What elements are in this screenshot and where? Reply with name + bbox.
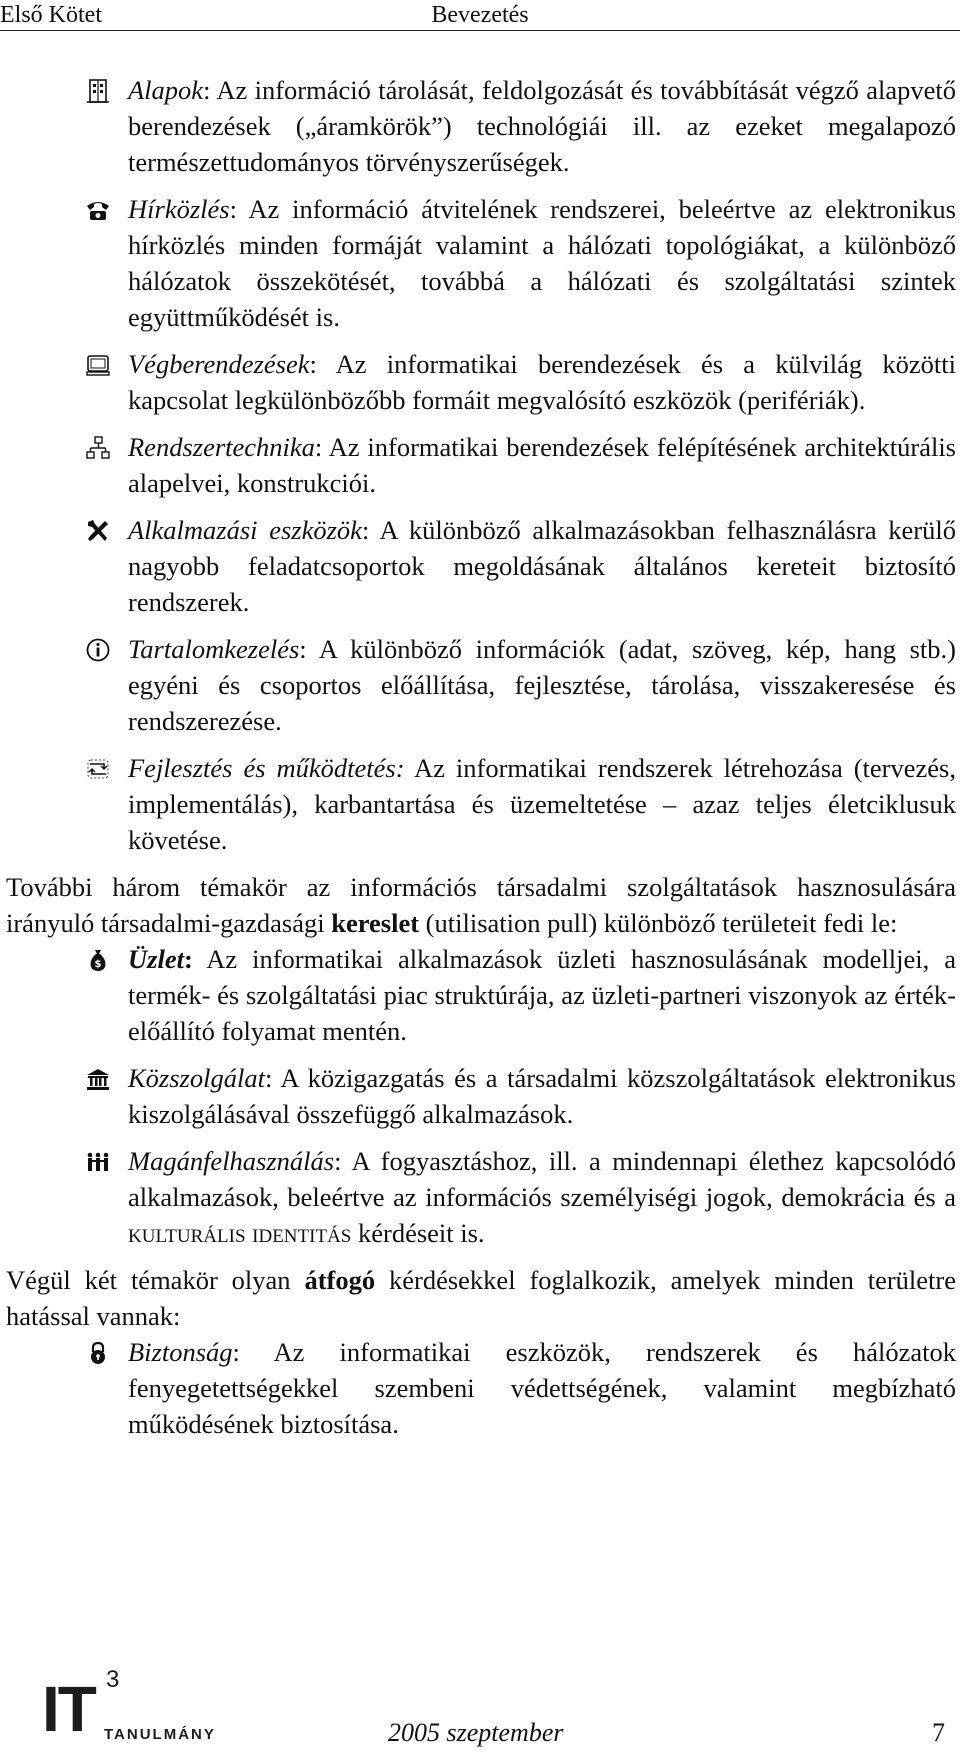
logo-main-text: IT bbox=[42, 1673, 95, 1745]
topic-item-kozszolgalat bbox=[6, 1060, 956, 1132]
topic-term: Üzlet bbox=[128, 944, 184, 974]
padlock-icon bbox=[85, 1340, 113, 1368]
topic-description: : Az informatikai eszközök, rendszerek és hálózatok fenyegetettségekkel szembeni védettségének, valamint megbízható működésének biztosítása. bbox=[128, 1337, 956, 1439]
chapter-title: Bevezetés bbox=[431, 2, 529, 28]
topic-term: Biztonság bbox=[128, 1337, 233, 1367]
topic-description: : A különböző alkalmazásokban felhasználásra kerülő nagyobb feladatcsoportok megoldásának általános kereteit biztosító rendszerek. bbox=[128, 515, 956, 617]
page-content bbox=[6, 72, 956, 1453]
page-header bbox=[0, 0, 960, 31]
topic-item-uzlet bbox=[6, 941, 956, 1049]
paragraph-demand bbox=[6, 869, 956, 941]
topic-description: Az informatikai alkalmazások üzleti hasznosulásának modelljei, a termék- és szolgáltatási piac struktúrája, az üzleti-partneri viszonyok az érték-előállító folyamat mentén. bbox=[128, 944, 956, 1046]
topic-item-hirkozles bbox=[6, 191, 956, 335]
topic-item-vegberendezesek bbox=[6, 346, 956, 418]
topic-description: : Az információ tárolását, feldolgozását és továbbítását végző alapvető berendezések („áramkörök”) technológiái ill. az ezeket megalapozó természettudományos törvényszerűségek. bbox=[128, 75, 956, 177]
topic-description: : Az informatikai berendezések és a külvilág közötti kapcsolat legkülönbözőbb formáit megvalósító eszközök (perifériák). bbox=[128, 349, 956, 415]
government-building-icon bbox=[85, 1066, 113, 1094]
topic-term: Alkalmazási eszközök bbox=[128, 515, 362, 545]
topic-term: Rendszertechnika bbox=[128, 432, 315, 462]
paragraph-crosscutting bbox=[6, 1262, 956, 1334]
topic-item-tartalomkezeles bbox=[6, 631, 956, 739]
emphasis-atfogo: átfogó bbox=[304, 1265, 376, 1295]
telephone-icon bbox=[85, 197, 113, 225]
moneybag-icon bbox=[85, 947, 113, 975]
paragraph-text: kérdésekkel foglalkozik, amelyek minden területre hatással vannak: bbox=[6, 1265, 956, 1331]
topic-description: : A különböző információk (adat, szöveg, kép, hang stb.) egyéni és csoportos előállítása, fejlesztése, tárolása, visszakeresése és rendszerezése. bbox=[128, 634, 956, 736]
paragraph-text: Végül két témakör olyan bbox=[6, 1265, 305, 1295]
topic-description: : A fogyasztáshoz, ill. a mindennapi élethez kapcsolódó alkalmazások, beleértve az információs személyiségi jogok, demokrácia és a bbox=[128, 1146, 956, 1212]
cultural-identity-term: kulturális identitás bbox=[128, 1218, 352, 1248]
topic-term: Fejlesztés és működtetés: bbox=[128, 753, 405, 783]
topic-item-alkalmazasi-eszkozok bbox=[6, 512, 956, 620]
topic-description: : Az információ átvitelének rendszerei, beleértve az elektronikus hírközlés minden formáját valamint a hálózati topológiákat, a különböző hálózatok összekötését, továbbá a hálózati és szolgáltatási szintek együttműködését is. bbox=[128, 194, 956, 332]
topic-colon: : bbox=[183, 944, 193, 974]
topic-item-fejlesztes bbox=[6, 750, 956, 858]
emphasis-kereslet: kereslet bbox=[331, 908, 420, 938]
topic-term: Magánfelhasználás bbox=[128, 1146, 335, 1176]
logo-superscript: 3 bbox=[106, 1666, 120, 1693]
topic-term: Hírközlés bbox=[128, 194, 230, 224]
topic-term: Végberendezések bbox=[128, 349, 310, 379]
paragraph-text: (utilisation pull) különböző területeit fedi le: bbox=[419, 908, 898, 938]
building-icon bbox=[85, 78, 113, 106]
topic-description: : A közigazgatás és a társadalmi közszolgáltatások elektronikus kiszolgálásával összefüggő alkalmazások. bbox=[128, 1063, 956, 1129]
svg-text:$: $ bbox=[94, 959, 102, 970]
topic-description: Az informatikai rendszerek létrehozása (tervezés, implementálás), karbantartása és üzemeltetése – azaz teljes életciklusuk követése. bbox=[128, 753, 956, 855]
network-icon bbox=[85, 435, 113, 463]
tools-icon bbox=[85, 518, 113, 546]
topic-term: Tartalomkezelés bbox=[128, 634, 300, 664]
people-icon bbox=[85, 1149, 113, 1177]
topic-description-end: kérdéseit is. bbox=[351, 1218, 485, 1248]
topic-item-maganfelhasznalas bbox=[6, 1143, 956, 1251]
topic-item-biztonsag bbox=[6, 1334, 956, 1442]
topic-term: Közszolgálat bbox=[128, 1063, 265, 1093]
monitor-icon bbox=[85, 352, 113, 380]
topic-item-rendszertechnika bbox=[6, 429, 956, 501]
cycle-icon bbox=[85, 756, 113, 784]
topic-description: : Az informatikai berendezések felépítésének architektúrális alapelvei, konstrukciói. bbox=[128, 432, 956, 498]
it3-logo bbox=[6, 1660, 276, 1761]
page-number: 7 bbox=[932, 1718, 945, 1747]
topic-term: Alapok bbox=[128, 75, 204, 105]
info-icon bbox=[85, 637, 113, 665]
footer-date: 2005 szeptember bbox=[388, 1718, 564, 1747]
paragraph-text: További három témakör az információs társadalmi szolgáltatások hasznosulására irányuló társadalmi-gazdasági bbox=[6, 872, 956, 938]
logo-subtitle: TANULMÁNY bbox=[104, 1726, 216, 1743]
topic-item-alapok bbox=[6, 72, 956, 180]
volume-title: Első Kötet bbox=[0, 2, 102, 28]
